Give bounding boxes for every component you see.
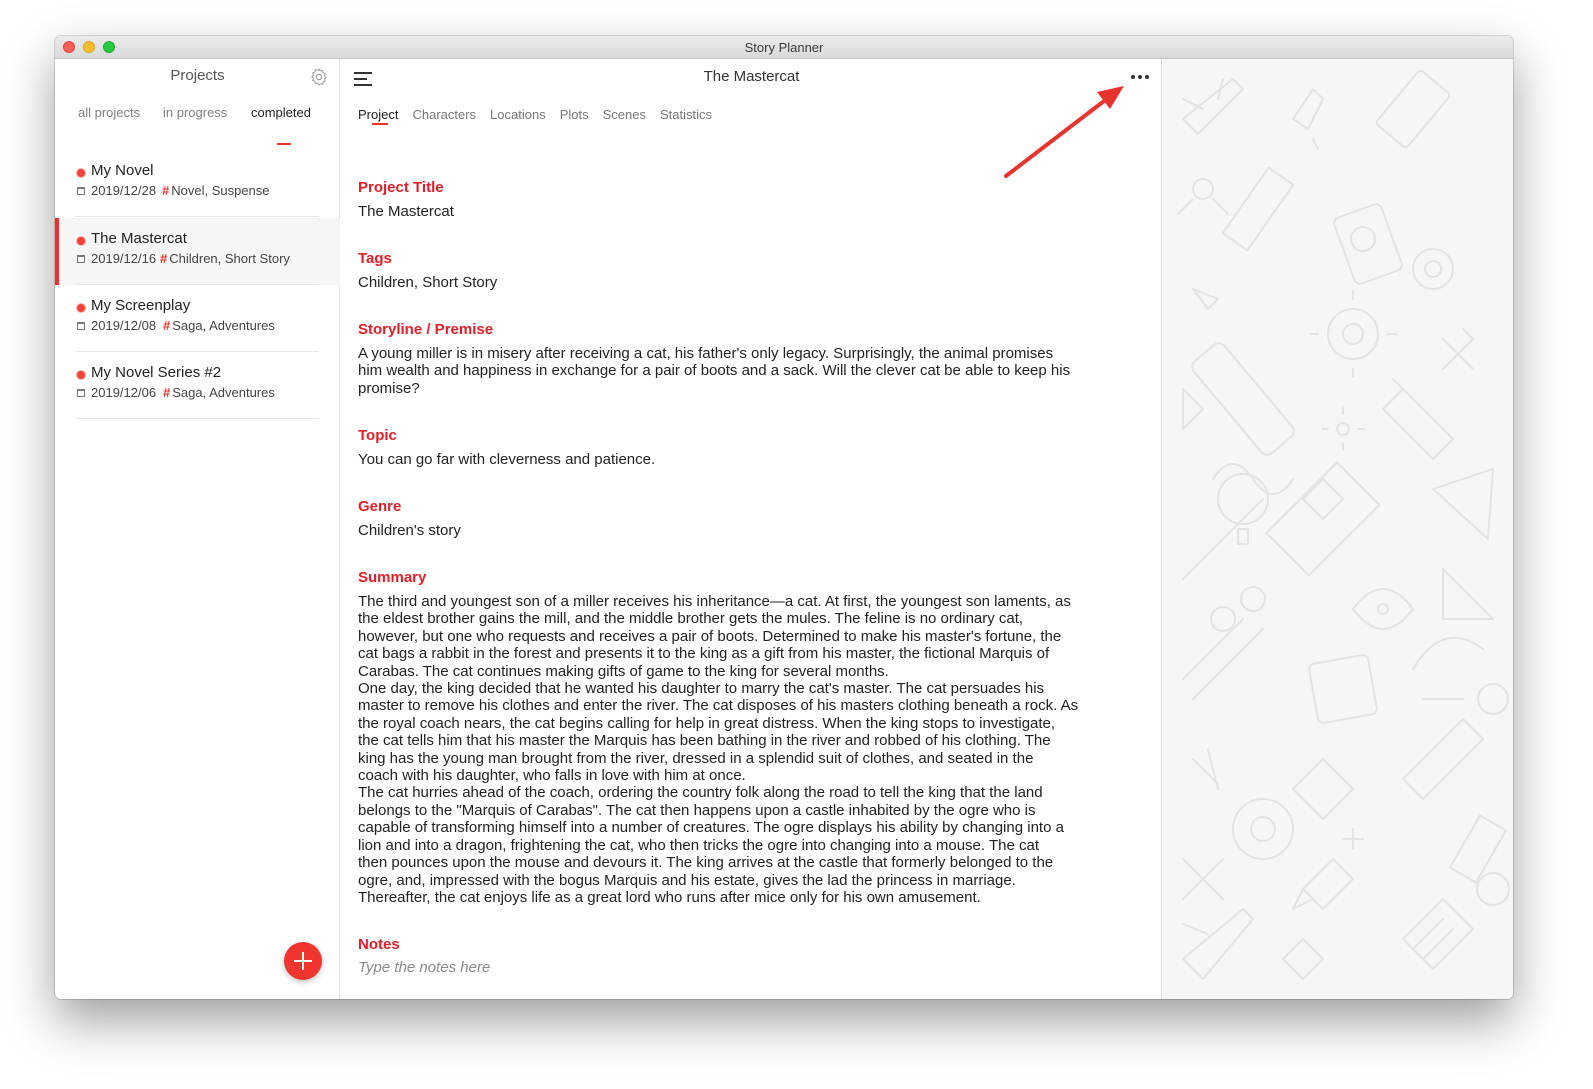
status-dot (77, 169, 85, 177)
storyline-line: A young miller is in misery after receiving a cat, his father's only legacy. Surprisingly, the animal promises (358, 345, 1054, 362)
storyline-line: him wealth and happiness in exchange for a pair of boots and a sack. Will the clever cat be able to keep his (358, 362, 1071, 380)
tab-locations[interactable]: Locations (490, 107, 546, 122)
status-dot (77, 237, 85, 245)
project-date: 2019/12/16 (91, 251, 157, 266)
summary-line: The third and youngest son of a miller receives his inheritance—a cat. At first, the youngest son laments, as (358, 593, 1071, 610)
topic-label: Topic (358, 427, 397, 444)
active-filter-indicator (277, 143, 291, 145)
genre-label: Genre (358, 498, 402, 515)
summary-line: Carabas. The cat continues making gifts of game to the king for several months. (358, 662, 889, 680)
summary-line: coach with his daughter, who falls in love with him at once. (358, 767, 746, 785)
genre-field[interactable]: Children's story (358, 522, 461, 539)
summary-line: The cat hurries ahead of the coach, ordering the country folk along the road to tell the king that the land (358, 784, 1043, 802)
summary-line: One day, the king decided that he wanted his daughter to marry the cat's master. The cat persuades his (358, 680, 1045, 698)
minimize-window-button[interactable] (83, 41, 95, 53)
summary-line: the eldest brother gains the mill, and the middle brother gets the mules. The feline is no ordinary cat, (358, 610, 1024, 628)
tags-label: Tags (358, 250, 392, 267)
project-tags: # Saga, Adventures (163, 385, 275, 400)
project-name: My Novel Series #2 (91, 364, 222, 381)
notes-field[interactable]: Type the notes here (358, 959, 491, 976)
zoom-window-button[interactable] (103, 41, 115, 53)
active-tab-indicator (372, 123, 388, 125)
summary-line: belongs to the "Marquis of Carabas". The cat then happens upon a castle inhabited by the ogre who is (358, 801, 1036, 819)
storyline-label: Storyline / Premise (358, 321, 494, 338)
project-name: My Novel (91, 162, 154, 179)
sidebar-title: Projects (170, 67, 225, 84)
hash-icon: # (163, 318, 171, 333)
close-window-button[interactable] (63, 41, 75, 53)
divider (75, 418, 319, 419)
project-tags: # Novel, Suspense (162, 183, 270, 198)
summary-line: capable of transforming himself into a number of creatures. The ogre displays his ability by changing into a (358, 819, 1064, 837)
project-item-the-mastercat[interactable] (55, 218, 340, 285)
tags-field[interactable]: Children, Short Story (358, 274, 498, 291)
tab-characters[interactable]: Characters (412, 107, 477, 122)
filter-all-projects[interactable]: all projects (78, 105, 141, 120)
section-tabs (358, 107, 712, 122)
background-pattern (1163, 59, 1513, 999)
title-bar (55, 36, 1513, 59)
project-name: The Mastercat (91, 230, 187, 247)
calendar-icon (77, 255, 85, 263)
document-title: The Mastercat (703, 68, 800, 85)
doodle-pattern-illustration (1163, 59, 1513, 999)
hash-icon: # (163, 385, 171, 400)
project-item-my-screenplay[interactable] (55, 285, 340, 352)
summary-line: the royal coach nears, the cat begins calling for help in great distress. When the king stops to investigate, (358, 714, 1056, 732)
project-date: 2019/12/08 (91, 318, 157, 333)
filter-completed[interactable]: completed (251, 105, 311, 120)
calendar-icon (77, 389, 85, 397)
calendar-icon (77, 187, 85, 195)
projects-sidebar (55, 59, 340, 999)
summary-line: ogre, and, impressed with the bogus Marquis and his estate, gives the lad the princess in marriage. (358, 871, 1016, 889)
project-item-my-novel-series-2[interactable] (55, 352, 340, 419)
summary-field[interactable] (358, 593, 1138, 906)
add-project-button[interactable] (284, 942, 322, 980)
project-date: 2019/12/06 (91, 385, 157, 400)
tab-project[interactable]: Project (358, 107, 399, 122)
project-item-my-novel[interactable] (55, 150, 340, 217)
status-dot (77, 304, 85, 312)
project-title-field[interactable]: The Mastercat (358, 203, 454, 220)
window-title: Story Planner (744, 40, 824, 55)
summary-line: king has the young man brought from the river, dressed in a splendid suit of clothes, and seated in the (358, 749, 1034, 767)
project-tags: # Children, Short Story (160, 251, 290, 266)
project-tags: # Saga, Adventures (163, 318, 275, 333)
gear-icon[interactable] (309, 67, 329, 87)
storyline-field[interactable] (358, 345, 1138, 397)
summary-line: master to remove his clothes and enter the river. The cat disposes of his masters clothing beneath a rock. As (358, 697, 1079, 715)
summary-line: lion and into a dragon, frightening the cat, who then tricks the ogre into changing into a mouse. The cat (358, 836, 1039, 854)
more-options-icon[interactable] (1131, 72, 1151, 82)
status-dot (77, 371, 85, 379)
summary-line: the cat tells him that his master the Marquis has been bathing in the river and robbed of his clothing. The (358, 732, 1051, 750)
hash-icon: # (160, 251, 168, 266)
calendar-icon (77, 322, 85, 330)
summary-line: however, but one who requests and receives a pair of boots. Determined to make his master's fortune, the (358, 627, 1062, 645)
tab-plots[interactable]: Plots (559, 107, 589, 122)
window-controls (63, 41, 115, 53)
summary-label: Summary (358, 569, 427, 586)
summary-line: then pounces upon the mouse and devours it. The king arrives at the castle that formerly belonged to the (358, 854, 1054, 872)
project-detail-panel (341, 59, 1162, 999)
project-title-label: Project Title (358, 179, 444, 196)
project-date: 2019/12/28 (91, 183, 157, 198)
tab-scenes[interactable]: Scenes (602, 107, 646, 122)
notes-label: Notes (358, 936, 400, 953)
storyline-line: promise? (358, 379, 420, 397)
hash-icon: # (162, 183, 170, 198)
summary-line: Thereafter, the cat enjoys life as a great lord who runs after mice only for his own amusement. (358, 888, 981, 906)
app-window (55, 36, 1513, 999)
summary-line: cat bags a rabbit in the forest and presents it to the king as a gift from his master, the fictional Marquis of (358, 645, 1050, 663)
topic-field[interactable]: You can go far with cleverness and patience. (358, 451, 656, 468)
filter-in-progress[interactable]: in progress (163, 105, 228, 120)
divider (75, 216, 319, 217)
project-name: My Screenplay (91, 297, 191, 314)
tab-statistics[interactable]: Statistics (659, 107, 712, 122)
